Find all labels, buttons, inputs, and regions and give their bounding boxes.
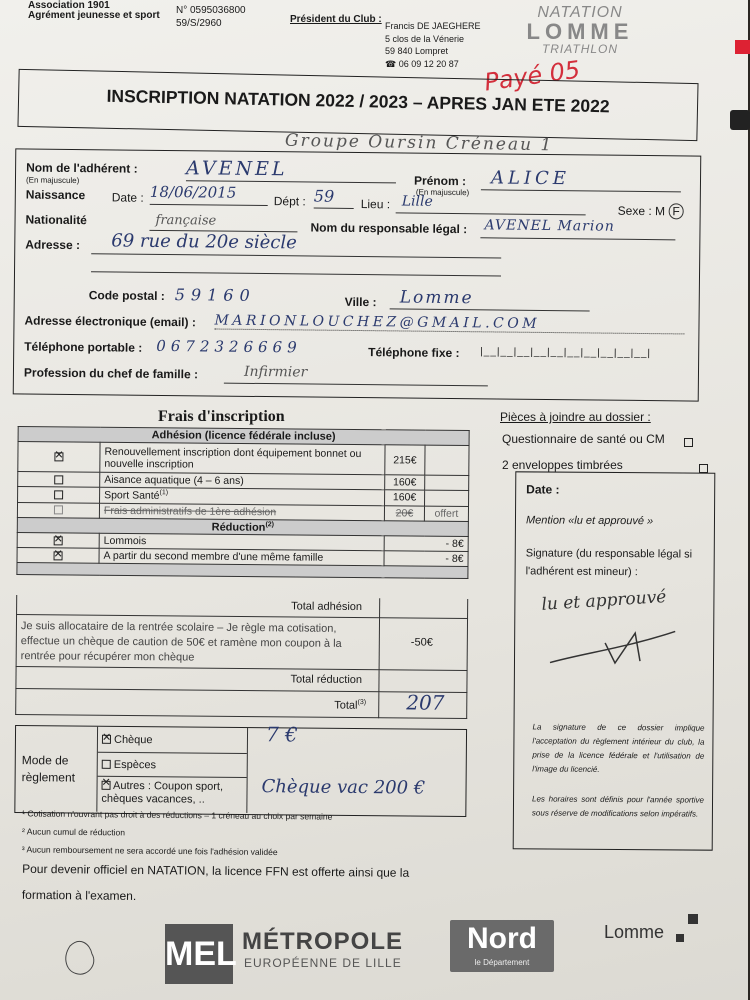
row-extra [425, 490, 469, 506]
alloc-text: Je suis allocataire de la rentrée scolaire – Je règle ma cotisation, effectue un chèque de caution de 50€ et ramène mon coupon à la rentrée pour récupérer mon chèque [20, 619, 342, 664]
row-checkbox[interactable] [54, 490, 63, 499]
mode-option[interactable] [98, 752, 247, 777]
row-label: Aisance aquatique (4 – 6 ans) [100, 472, 385, 489]
cp-value: 59160 [174, 285, 256, 305]
date-label: Date : [111, 190, 144, 205]
reduction-sup: (2) [265, 520, 275, 528]
mode-checkbox[interactable] [102, 781, 111, 790]
lomme-square [676, 934, 684, 942]
nom-field[interactable] [185, 157, 396, 183]
title-box [17, 69, 698, 141]
reduction-checkbox[interactable] [54, 551, 63, 560]
departement-text: le Département [474, 958, 530, 967]
sexe-text: Sexe : M [617, 203, 666, 219]
row-price: 20€ [384, 505, 424, 520]
row-extra: offert [424, 506, 468, 521]
total-reduction-label: Total réduction [290, 673, 363, 686]
logo-bot: TRIATHLON [541, 42, 619, 56]
nord-logo [450, 920, 554, 972]
lieu-field[interactable] [396, 195, 586, 215]
president-line: ☎ 06 09 12 20 87 [385, 58, 459, 69]
total-label-cell [334, 698, 366, 711]
row-check-cell[interactable] [18, 442, 100, 473]
dept-label: Dépt : [273, 194, 306, 209]
total-sup: (3) [357, 698, 367, 706]
reduction-checkbox[interactable] [54, 536, 63, 545]
president-label: Président du Club : [290, 14, 382, 25]
president-line: 5 clos de la Vénerie [385, 33, 465, 44]
prenom-field[interactable] [481, 167, 681, 192]
frais-table [14, 426, 469, 817]
nat-label: Nationalité [25, 212, 87, 228]
date-field[interactable] [149, 182, 268, 206]
prof-field[interactable] [224, 363, 488, 387]
row-label: Frais administratifs de 1ère adhésion [99, 503, 384, 520]
autres-value: Chèque vac 200 € [261, 775, 426, 799]
signature-box [513, 471, 716, 850]
row-extra [425, 475, 469, 490]
total-label: Total [334, 699, 358, 712]
mode-options [97, 726, 248, 812]
legal-text: La signature de ce dossier implique l'acceptation du règlement intérieur du club, la prise de la licence fédérale et l'utilisation de l'image du licencié. [532, 722, 705, 774]
row-check-cell[interactable] [18, 487, 100, 503]
prof-label: Profession du chef de famille : [23, 365, 199, 382]
prenom-label: Prénom : [413, 173, 467, 189]
piece-item [502, 458, 623, 472]
resp-field[interactable] [480, 217, 675, 240]
handwritten-mention: lu et approuvé [540, 587, 667, 615]
officiel-text: Pour devenir officiel en NATATION, la licence FFN est offerte ainsi que la formation à l'examen. [21, 861, 410, 903]
row-price: 160€ [385, 475, 425, 490]
nom-sub: (En majuscule) [25, 175, 80, 186]
logo-mid: LOMME [526, 19, 634, 44]
frais-title: Frais d'inscription [158, 408, 285, 425]
footnote: ¹ Cotisation n'ouvrant pas droit à des réductions – 1 créneau au choix par semaine [22, 808, 333, 822]
email-field[interactable] [214, 312, 684, 335]
row-price: 160€ [385, 490, 425, 506]
row-extra [425, 445, 469, 475]
reduction-check-cell[interactable] [17, 548, 99, 564]
group-note: Groupe Oursin Créneau 1 [284, 130, 554, 156]
horaires-text: Les horaires sont définis pour l'année sportive sous réserve de modifications selon impératifs. [531, 794, 705, 819]
total-adhesion-label: Total adhésion [291, 600, 363, 613]
tel-field[interactable] [156, 337, 356, 357]
row-sup: (1) [159, 489, 169, 497]
date-field-label: Date : [526, 482, 560, 497]
tel-label: Téléphone portable : [24, 339, 143, 355]
lomme-text: Lomme [604, 922, 665, 942]
alloc-price: -50€ [410, 636, 433, 649]
president-block [385, 20, 481, 70]
divider [378, 670, 379, 692]
nom-label: Nom de l'adhérent : [26, 160, 138, 176]
cp-field[interactable] [175, 285, 315, 304]
total-row [15, 689, 467, 719]
metropole-text: MÉTROPOLE [242, 928, 404, 955]
assoc-text: Association 1901 [28, 0, 110, 11]
naissance-label: Naissance [25, 187, 86, 203]
row-checkbox[interactable] [54, 475, 63, 484]
footnote: ³ Aucun remboursement ne sera accordé une fois l'adhésion validée [21, 844, 278, 858]
num1-text: N° 0595036800 [176, 5, 246, 16]
row-label: Renouvellement inscription dont équipement bonnet ou nouvelle inscription [100, 442, 385, 474]
mode-checkbox[interactable] [102, 735, 111, 744]
divider [378, 692, 379, 718]
ville-value: Lomme [399, 287, 474, 309]
piece-label: 2 enveloppes timbrées [502, 458, 623, 472]
adhesion-header: Adhésion (licence fédérale incluse) [18, 427, 469, 446]
reduction-label: Lommois [99, 533, 384, 550]
reduction-price: - 8€ [384, 551, 468, 567]
email-label: Adresse électronique (email) : [24, 313, 196, 330]
pieces-title: Pièces à joindre au dossier : [500, 410, 651, 424]
date-value: 18/06/2015 [149, 182, 237, 202]
mode-checkbox[interactable] [102, 760, 111, 769]
piece-item [502, 432, 665, 446]
europeenne-text: EUROPÉENNE DE LILLE [244, 956, 402, 970]
resp-value: AVENEL Marion [484, 217, 615, 235]
row-price: 215€ [385, 445, 425, 475]
page-title: INSCRIPTION NATATION 2022 / 2023 – APRES JAN ETE 2022 [106, 85, 610, 117]
member-box [13, 148, 702, 401]
reduction-price: - 8€ [384, 536, 468, 552]
mode-option[interactable] [98, 726, 247, 753]
mel-logo: MEL [165, 924, 233, 984]
footnotes [22, 804, 333, 861]
signature-scribble [545, 623, 685, 674]
mode-option-label: Espèces [113, 758, 157, 771]
lieu-label: Lieu : [360, 197, 391, 212]
footnote: ² Aucun cumul de réduction [21, 826, 126, 838]
mode-label-cell [15, 726, 98, 812]
mode-label: Mode de règlement [21, 752, 76, 785]
logo-top: NATATION [537, 4, 623, 21]
president-line: 59 840 Lompret [385, 46, 449, 56]
ville-field[interactable] [390, 287, 590, 311]
piece-label: Questionnaire de santé ou CM [502, 432, 665, 446]
region-logo [60, 936, 100, 986]
agrement-text: Agrément jeunesse et sport [28, 10, 160, 21]
signature-label: Signature (du responsable légal si l'adhérent est mineur) : [525, 547, 693, 579]
region-icon [60, 936, 100, 986]
divider [379, 598, 380, 618]
mention-text: Mention «lu et approuvé » [525, 514, 654, 528]
row-checkbox[interactable] [54, 506, 63, 515]
paid-stamp: Payé 05 [482, 55, 582, 97]
prof-value: Infirmier [243, 363, 308, 381]
divider [379, 618, 380, 670]
sexe-label [618, 204, 684, 219]
piece-checkbox[interactable] [684, 438, 693, 447]
prenom-sub: (En majuscule) [415, 187, 470, 198]
president-line: Francis DE JAEGHERE [385, 21, 481, 31]
ville-label: Ville : [344, 294, 377, 310]
nom-value: AVENEL [185, 157, 288, 181]
mode-box [14, 721, 467, 817]
reduction-header: Réduction [211, 520, 266, 534]
total-value: 207 [406, 690, 445, 715]
row-check-cell[interactable] [18, 472, 100, 488]
nat-value: française [155, 212, 217, 229]
sexe-f[interactable]: F [668, 203, 684, 219]
dept-field[interactable] [313, 186, 354, 209]
adresse-field[interactable] [91, 230, 501, 258]
reduction-check-cell[interactable] [17, 533, 99, 549]
adresse-label: Adresse : [25, 237, 81, 253]
dark-corner [730, 110, 750, 130]
lieu-value: Lille [401, 193, 433, 210]
resp-label: Nom du responsable légal : [310, 220, 468, 237]
tel-value: 0672326669 [156, 336, 302, 357]
row-checkbox[interactable] [54, 453, 63, 462]
nord-text: Nord [467, 922, 537, 955]
red-corner [735, 40, 750, 54]
row-check-cell[interactable] [17, 502, 99, 518]
lomme-square [688, 914, 698, 924]
row-label: Sport Santé [104, 489, 160, 502]
prenom-value: ALICE [490, 167, 571, 190]
telfixe-field[interactable]: |__|__|__|__|__|__|__|__|__|__| [480, 346, 652, 360]
num2-text: 59/S/2960 [176, 18, 222, 29]
adresse-value: 69 rue du 20e siècle [111, 230, 297, 254]
mode-option-label: Autres : Coupon sport, chèques vacances, .. [101, 779, 224, 806]
cheque-value: 7 € [265, 721, 298, 747]
email-value: MARIONLOUCHEZ@GMAIL.COM [214, 312, 541, 332]
club-logo [490, 4, 670, 56]
nat-field[interactable] [149, 213, 297, 233]
dept-value: 59 [313, 186, 335, 206]
alloc-row [16, 615, 468, 671]
cp-label: Code postal : [88, 288, 165, 303]
reduction-label: A partir du second membre d'une même famille [99, 548, 384, 565]
mode-option-label: Chèque [113, 733, 153, 746]
adresse-field-2[interactable] [91, 262, 501, 276]
telfixe-label: Téléphone fixe : [368, 345, 460, 361]
